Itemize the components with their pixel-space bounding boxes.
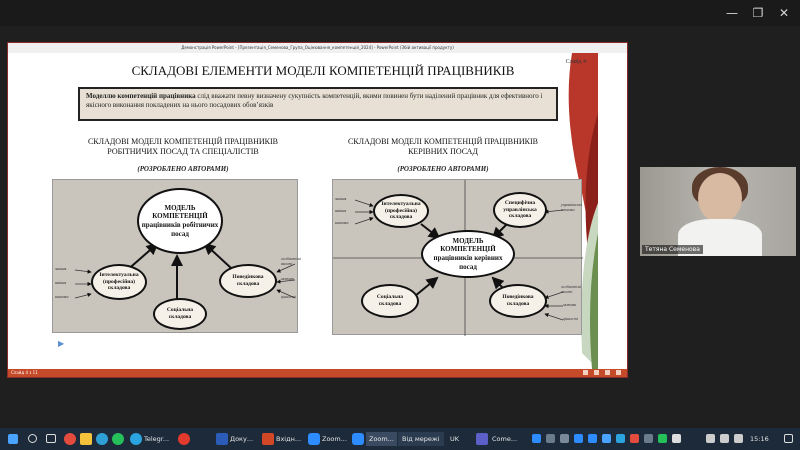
windows-taskbar [0, 428, 800, 450]
language-indicator[interactable]: UK [450, 435, 460, 443]
slideshow-play-icon[interactable]: ▶ [58, 339, 65, 348]
telegram-icon[interactable] [130, 433, 142, 445]
file-explorer-icon[interactable] [80, 433, 92, 445]
right-small-label: вміння [335, 208, 347, 213]
tray-app-icon[interactable] [602, 434, 611, 443]
right-small-label: навички [335, 220, 349, 225]
word-icon[interactable] [216, 433, 228, 445]
taskbar-word[interactable]: Доку... [230, 435, 254, 443]
right-social-component: Соціальна складова [361, 284, 419, 318]
right-small-label: управлінські навички [561, 202, 582, 212]
minimize-button[interactable]: — [726, 6, 738, 20]
left-small-label: навички [55, 294, 69, 299]
taskbar-zoom-1[interactable]: Zoom... [322, 435, 347, 443]
left-social-component: Соціальна складова [153, 298, 207, 330]
definition-term: Моделлю компетенцій працівника [86, 92, 196, 100]
right-small-label: цінності [563, 316, 578, 321]
taskbar-teams[interactable]: Come... [492, 435, 518, 443]
windows-start-icon[interactable] [8, 434, 18, 444]
zoom-icon[interactable] [352, 433, 364, 445]
restore-button[interactable]: ❐ [752, 6, 764, 20]
yandex-icon[interactable] [178, 433, 190, 445]
slide-title: СКЛАДОВІ ЕЛЕМЕНТИ МОДЕЛІ КОМПЕТЕНЦІЙ ПРАЦІВНИКІВ [131, 63, 515, 78]
participant-name-label: Тетяна Семенова [642, 245, 703, 254]
tray-app-icon[interactable] [630, 434, 639, 443]
tray-app-icon[interactable] [560, 434, 569, 443]
right-center-model: МОДЕЛЬ КОМПЕТЕНЦІЙ працівників керівних посад [421, 230, 515, 278]
tray-app-icon[interactable] [616, 434, 625, 443]
slide-counter: Слайд 4 з 11 [11, 370, 38, 375]
left-intellectual-component: Інтелектуальна (професійна) складова [91, 264, 147, 300]
left-center-model: МОДЕЛЬ КОМПЕТЕНЦІЙ працівників робітничих посад [137, 188, 223, 254]
sorter-view-icon[interactable] [594, 370, 599, 375]
reading-view-icon[interactable] [605, 370, 610, 375]
right-managerial-component: Специфічна управлінська складова [493, 192, 547, 228]
chrome-icon[interactable] [64, 433, 76, 445]
slide-number: Слайд 4 [565, 59, 586, 65]
powerpoint-titlebar: Демонстрація PowerPoint - [Презентація_Семенова_Група_Оцінювання_компетенцій_2024] - PowerPoint (Збій активації продукту) [8, 43, 627, 53]
left-small-label: цінності [281, 294, 296, 299]
right-small-label: мотиви [563, 302, 577, 307]
normal-view-icon[interactable] [583, 370, 588, 375]
participant-face [698, 173, 742, 223]
taskbar-zoom-2[interactable]: Zoom... [366, 432, 397, 446]
right-small-label: особистісні якості [561, 284, 582, 294]
zoom-icon[interactable] [308, 433, 320, 445]
battery-icon[interactable] [734, 434, 743, 443]
tray-app-icon[interactable] [588, 434, 597, 443]
network-status[interactable]: Від мережі [398, 432, 444, 446]
tray-app-icon[interactable] [658, 434, 667, 443]
right-section-subtitle: (РОЗРОБЛЕНО АВТОРАМИ) [397, 165, 489, 173]
taskbar-powerpoint[interactable]: Вхідн... [276, 435, 302, 443]
tray-app-icon[interactable] [644, 434, 653, 443]
view-controls [583, 370, 621, 375]
taskbar-telegram[interactable]: Telegr... [144, 435, 170, 443]
definition-text: слід вважати певну визначену сукупність компетенцій, якими повинен бути наділений працівник для ефективного і якісного виконання покладених на нього посадових обов’язків [86, 92, 543, 110]
task-view-icon[interactable] [46, 434, 56, 443]
zoom-top-bar [0, 0, 800, 26]
right-intellectual-component: Інтелектуальна (професійна) складова [373, 194, 429, 228]
speaker-icon[interactable] [720, 434, 729, 443]
left-section-subtitle: (РОЗРОБЛЕНО АВТОРАМИ) [137, 165, 229, 173]
right-small-label: знання [335, 196, 347, 201]
left-small-label: мотиви [281, 276, 295, 281]
wifi-icon[interactable] [706, 434, 715, 443]
slide [38, 53, 598, 369]
powerpoint-icon[interactable] [262, 433, 274, 445]
left-section-title: СКЛАДОВІ МОДЕЛІ КОМПЕТЕНЦІЙ ПРАЦІВНИКІВ РОБІТНИЧИХ ПОСАД ТА СПЕЦІАЛІСТІВ [87, 137, 279, 157]
teams-icon[interactable] [476, 433, 488, 445]
tray-app-icon[interactable] [546, 434, 555, 443]
whatsapp-icon[interactable] [112, 433, 124, 445]
search-icon[interactable] [28, 434, 37, 443]
left-small-label: вміння [55, 280, 67, 285]
right-section-title: СКЛАДОВІ МОДЕЛІ КОМПЕТЕНЦІЙ ПРАЦІВНИКІВ КЕРІВНИХ ПОСАД [347, 137, 539, 157]
powerpoint-statusbar [8, 369, 627, 377]
right-diagram [332, 179, 582, 335]
left-diagram [52, 179, 302, 333]
powerpoint-window [7, 42, 628, 378]
left-behavioral-component: Поведінкова складова [219, 264, 277, 298]
definition-box [78, 87, 558, 121]
left-small-label: особистісні якості [281, 256, 302, 266]
tray-app-icon[interactable] [532, 434, 541, 443]
tray-app-icon[interactable] [672, 434, 681, 443]
tray-app-icon[interactable] [574, 434, 583, 443]
close-button[interactable]: ✕ [778, 6, 790, 20]
clock[interactable]: 15:16 [750, 435, 769, 443]
left-small-label: знання [55, 266, 67, 271]
slideshow-view-icon[interactable] [616, 370, 621, 375]
right-behavioral-component: Поведінкова складова [489, 284, 547, 318]
notification-icon[interactable] [784, 434, 793, 443]
edge-icon[interactable] [96, 433, 108, 445]
participant-video[interactable] [640, 167, 796, 256]
